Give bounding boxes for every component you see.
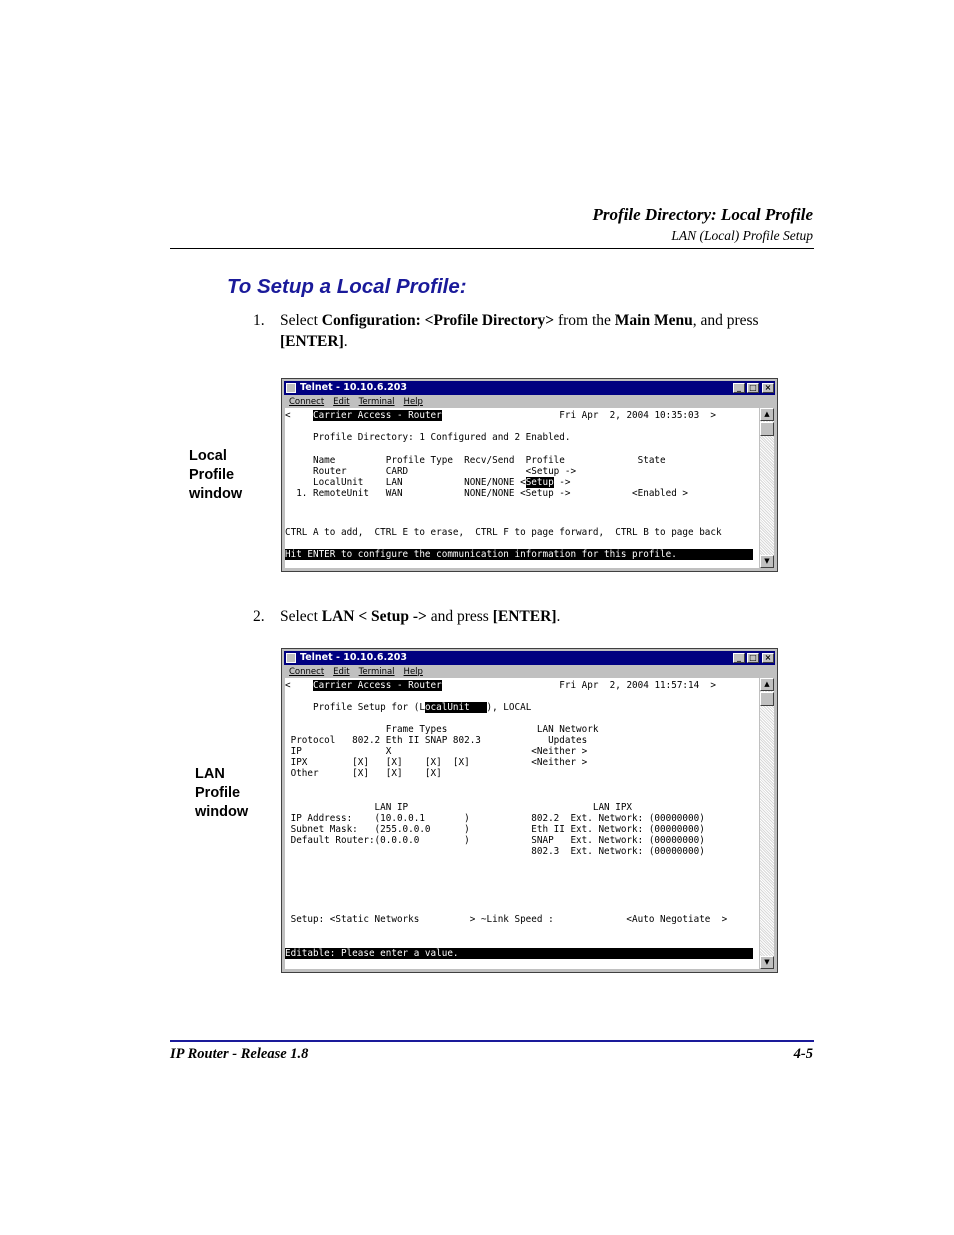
window-menubar xyxy=(284,666,775,678)
scroll-up-icon[interactable]: ▲ xyxy=(760,408,774,421)
caption-lan-profile: LAN Profile window xyxy=(195,766,249,820)
step-number: 2. xyxy=(253,608,265,625)
table-row-remoteunit[interactable]: 1. RemoteUnit WAN NONE/NONE <Setup -> <Enabled > xyxy=(285,488,688,499)
close-icon[interactable]: × xyxy=(762,383,774,393)
terminal-header-line: < Carrier Access - Router Fri Apr 2, 2004 10:35:03 > xyxy=(285,410,717,421)
menu-connect[interactable]: Connect xyxy=(289,397,325,407)
status-line: Hit ENTER to configure the communication information for this profile. xyxy=(285,549,753,560)
menu-edit[interactable]: Edit xyxy=(333,667,350,677)
step-1 xyxy=(253,310,759,331)
frame-types-header: Frame Types LAN Network xyxy=(285,724,599,735)
status-line: Editable: Please enter a value. xyxy=(285,948,753,959)
protocol-row-other[interactable]: Other [X] [X] [X] xyxy=(285,768,442,779)
window-title: Telnet - 10.10.6.203 xyxy=(300,652,407,663)
lan-ip-ipx-header: LAN IP LAN IPX xyxy=(285,802,633,813)
app-banner: Carrier Access - Router xyxy=(313,680,442,691)
menu-name: Main Menu xyxy=(614,312,693,329)
scroll-thumb[interactable] xyxy=(760,422,774,436)
section-title: To Setup a Local Profile: xyxy=(227,275,467,298)
scroll-thumb[interactable] xyxy=(760,692,774,706)
page-number: 4-5 xyxy=(793,1046,813,1062)
profile-setup-line: Profile Setup for (LocalUnit ), LOCAL xyxy=(285,702,532,713)
close-icon[interactable]: × xyxy=(762,653,774,663)
telnet-window-lan-profile xyxy=(281,648,778,973)
ip-address-row[interactable]: IP Address: (10.0.0.1 ) 802.2 Ext. Network: (00000000) xyxy=(285,813,705,824)
step-text: Select xyxy=(280,608,322,625)
menu-terminal[interactable]: Terminal xyxy=(358,667,395,677)
scroll-down-icon[interactable]: ▼ xyxy=(760,956,774,969)
vertical-scrollbar[interactable] xyxy=(760,408,774,568)
profile-directory-summary: Profile Directory: 1 Configured and 2 Enabled. xyxy=(285,432,571,443)
terminal-screen[interactable] xyxy=(285,408,759,568)
step-1-continued xyxy=(280,331,348,352)
window-title: Telnet - 10.10.6.203 xyxy=(300,382,407,393)
table-row-localunit[interactable]: LocalUnit LAN NONE/NONE <Setup -> xyxy=(285,477,571,488)
minimize-icon[interactable]: _ xyxy=(733,383,745,393)
telnet-app-icon xyxy=(286,653,296,663)
step-text: and press xyxy=(426,608,493,625)
subnet-mask-row[interactable]: Subnet Mask: (255.0.0.0 ) Eth II Ext. Network: (00000000) xyxy=(285,824,705,835)
date-time: Fri Apr 2, 2004 11:57:14 xyxy=(441,680,700,691)
window-titlebar xyxy=(284,381,775,395)
terminal-header-line: < Carrier Access - Router Fri Apr 2, 2004 11:57:14 > xyxy=(285,680,717,691)
default-router-row[interactable]: Default Router:(0.0.0.0 ) SNAP Ext. Network: (00000000) xyxy=(285,835,705,846)
telnet-window-local-profile xyxy=(281,378,778,572)
date-time: Fri Apr 2, 2004 10:35:03 xyxy=(441,410,700,421)
step-text: . xyxy=(556,608,561,625)
menu-path: LAN < Setup -> xyxy=(321,608,427,625)
maximize-icon[interactable]: □ xyxy=(747,653,759,663)
running-header-title: Profile Directory: Local Profile xyxy=(592,205,813,224)
protocol-row-ip[interactable]: IP X <Neither > xyxy=(285,746,588,757)
caption-local-profile: Local Profile window xyxy=(189,448,243,502)
header-rule xyxy=(170,248,814,249)
menu-connect[interactable]: Connect xyxy=(289,667,325,677)
table-header: Name Profile Type Recv/Send Profile State xyxy=(285,455,666,466)
key-enter: [ENTER] xyxy=(492,608,557,625)
app-banner: Carrier Access - Router xyxy=(313,410,442,421)
footer-rule xyxy=(170,1040,814,1042)
step-text: , and press xyxy=(692,312,759,329)
step-text: Select xyxy=(280,312,322,329)
profile-name-field[interactable]: ocalUnit xyxy=(424,702,487,713)
step-text: from the xyxy=(554,312,615,329)
terminal-screen[interactable] xyxy=(285,678,759,969)
setup-link-speed-row[interactable]: Setup: <Static Networks > ~Link Speed : <Auto Negotiate > xyxy=(285,914,728,925)
key-enter: [ENTER] xyxy=(280,333,344,350)
running-header-subtitle: LAN (Local) Profile Setup xyxy=(671,228,813,243)
menu-edit[interactable]: Edit xyxy=(333,397,350,407)
protocol-row-ipx[interactable]: IPX [X] [X] [X] [X] <Neither > xyxy=(285,757,588,768)
footer-release: IP Router - Release 1.8 xyxy=(170,1046,309,1062)
minimize-icon[interactable]: _ xyxy=(733,653,745,663)
step-2 xyxy=(253,606,560,627)
window-menubar xyxy=(284,396,775,408)
menu-help[interactable]: Help xyxy=(403,397,423,407)
window-titlebar xyxy=(284,651,775,665)
menu-help[interactable]: Help xyxy=(403,667,423,677)
table-row-router[interactable]: Router CARD <Setup -> xyxy=(285,466,577,477)
maximize-icon[interactable]: □ xyxy=(747,383,759,393)
ipx-8023-row[interactable]: 802.3 Ext. Network: (00000000) xyxy=(285,846,705,857)
menu-path: Configuration: <Profile Directory> xyxy=(321,312,555,329)
menu-terminal[interactable]: Terminal xyxy=(358,397,395,407)
telnet-app-icon xyxy=(286,383,296,393)
key-help-line: CTRL A to add, CTRL E to erase, CTRL F to page forward, CTRL B to page back xyxy=(285,527,722,538)
step-number: 1. xyxy=(253,312,265,329)
protocol-header: Protocol 802.2 Eth II SNAP 802.3 Updates xyxy=(285,735,588,746)
scroll-down-icon[interactable]: ▼ xyxy=(760,555,774,568)
step-text: . xyxy=(343,333,348,350)
vertical-scrollbar[interactable] xyxy=(760,678,774,969)
scroll-up-icon[interactable]: ▲ xyxy=(760,678,774,691)
setup-selected: Setup xyxy=(525,477,554,488)
